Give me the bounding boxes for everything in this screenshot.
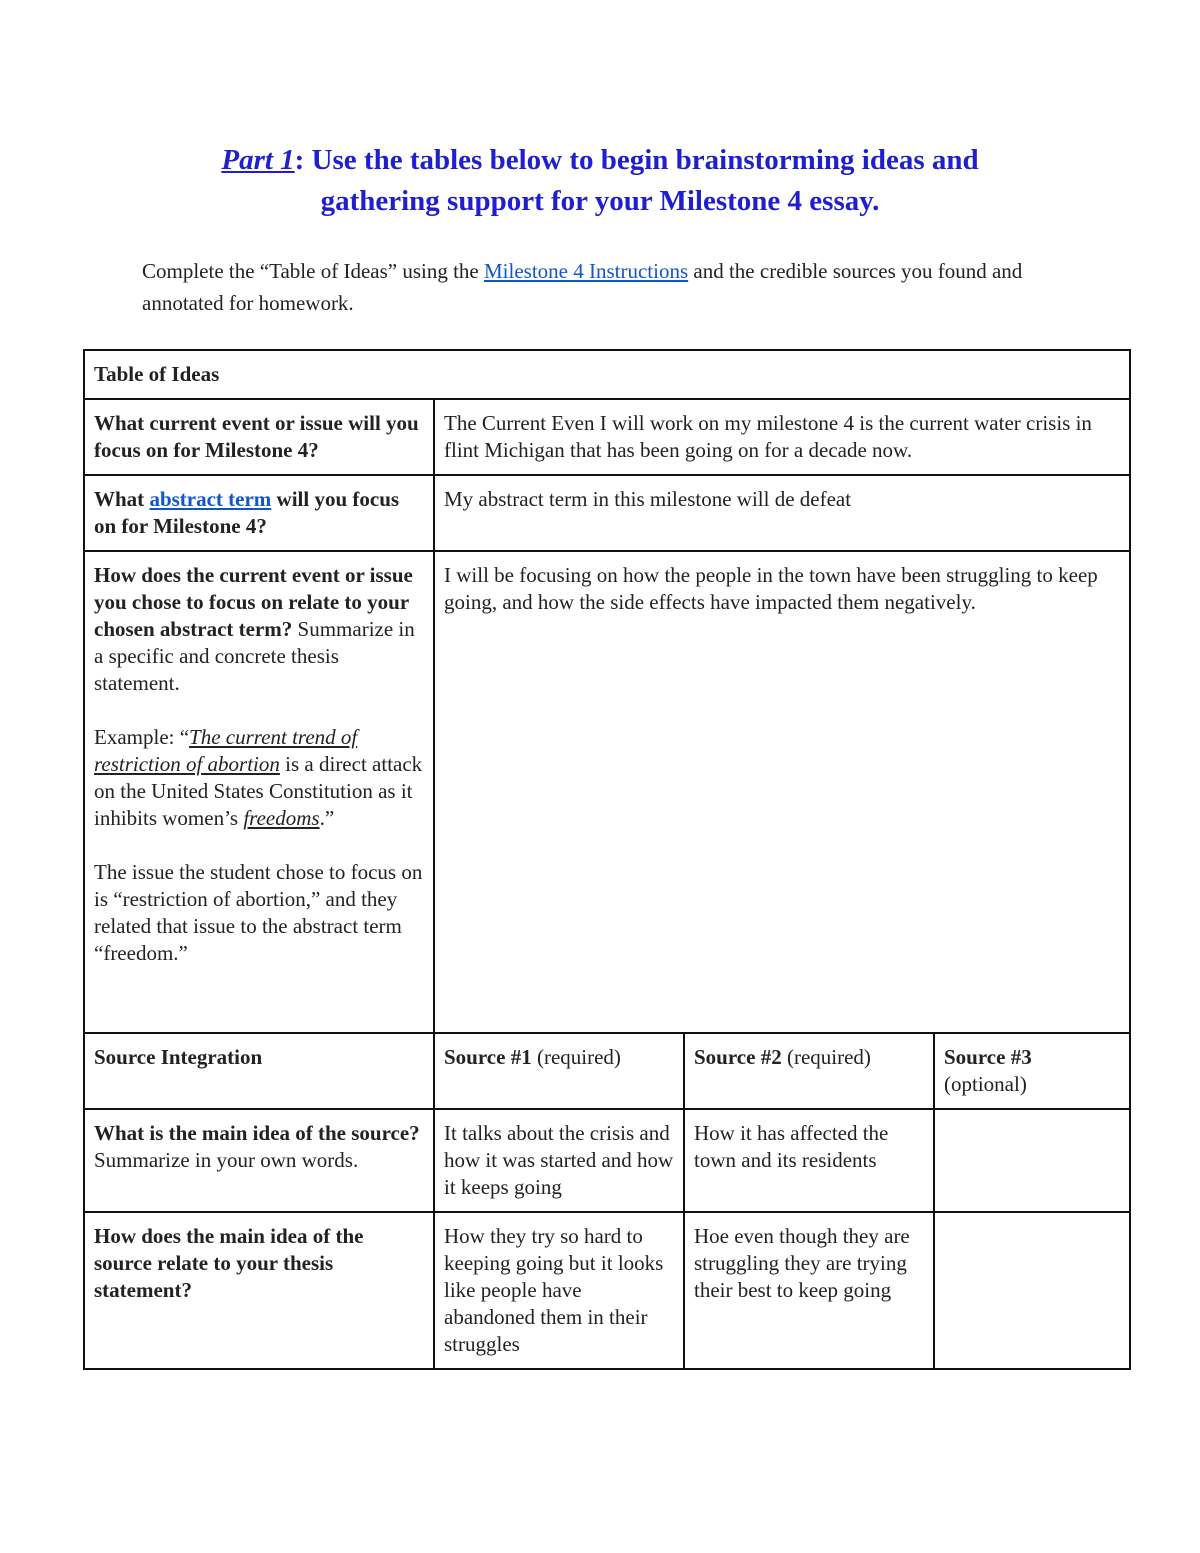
current-event-question: What current event or issue will you focus on for Milestone 4?	[84, 399, 434, 475]
milestone-instructions-link[interactable]: Milestone 4 Instructions	[484, 259, 689, 283]
source-3-note: (optional)	[944, 1072, 1027, 1096]
intro-paragraph	[142, 255, 1082, 319]
thesis-relation-source-1[interactable]: How they try so hard to keeping going but it looks like people have abandoned them in their struggles	[434, 1212, 684, 1369]
main-idea-question-bold: What is the main idea of the source?	[94, 1121, 420, 1145]
thesis-relation-question: How does the main idea of the source relate to your thesis statement?	[84, 1212, 434, 1369]
source-2-header	[684, 1033, 934, 1109]
source-2-label: Source #2	[694, 1045, 782, 1069]
source-3-label: Source #3	[944, 1045, 1032, 1069]
source-1-header	[434, 1033, 684, 1109]
relation-question-bold: How does the current event or issue you chose to focus on relate to your chosen abstract term?	[94, 563, 413, 641]
main-idea-question-plain: Summarize in your own words.	[94, 1148, 359, 1172]
example-middle: is a direct attack on the United States Constitution as it inhibits women’s	[94, 752, 423, 830]
source-3-header	[934, 1033, 1130, 1109]
example-italic-phrase: The current trend of restriction of abortion	[94, 725, 358, 776]
relation-answer[interactable]: I will be focusing on how the people in the town have been struggling to keep going, and how the side effects have impacted them negatively.	[434, 551, 1130, 1033]
example-label: Example: “	[94, 725, 190, 749]
relation-question-plain: Summarize in a specific and concrete thesis statement.	[94, 617, 415, 695]
source-1-label: Source #1	[444, 1045, 532, 1069]
table-row	[84, 399, 1130, 475]
main-idea-source-1[interactable]: It talks about the crisis and how it was started and how it keeps going	[434, 1109, 684, 1212]
heading-line-1	[0, 140, 1200, 181]
table-row	[84, 475, 1130, 551]
abstract-term-answer[interactable]: My abstract term in this milestone will de defeat	[434, 475, 1130, 551]
intro-text-after: and the credible sources you found and annotated for homework.	[142, 259, 1023, 315]
source-integration-label: Source Integration	[84, 1033, 434, 1109]
page-heading	[0, 140, 1200, 222]
abstract-term-link[interactable]: abstract term	[149, 487, 272, 511]
example-end: .”	[319, 806, 335, 830]
abstract-term-question-before: What	[94, 487, 150, 511]
spacer	[94, 832, 424, 859]
current-event-answer[interactable]: The Current Even I will work on my milestone 4 is the current water crisis in flint Michigan that has been going on for a decade now.	[434, 399, 1130, 475]
part-label: Part 1	[221, 144, 295, 176]
relation-question	[84, 551, 434, 1033]
source-1-note: (required)	[531, 1045, 621, 1069]
example-italic-term: freedoms	[243, 806, 320, 830]
thesis-relation-source-2[interactable]: Hoe even though they are struggling they are trying their best to keep going	[684, 1212, 934, 1369]
table-title: Table of Ideas	[84, 350, 1130, 399]
table-row	[84, 1212, 1130, 1369]
table-row	[84, 1109, 1130, 1212]
intro-text-before: Complete the “Table of Ideas” using the	[142, 259, 484, 283]
spacer	[94, 697, 424, 724]
source-header-row	[84, 1033, 1130, 1109]
source-2-note: (required)	[781, 1045, 871, 1069]
abstract-term-question	[84, 475, 434, 551]
abstract-term-question-after: will you focus on for Milestone 4?	[94, 487, 400, 538]
heading-line-1-text: : Use the tables below to begin brainstorming ideas and	[294, 144, 979, 176]
main-idea-source-2[interactable]: How it has affected the town and its residents	[684, 1109, 934, 1212]
table-of-ideas	[83, 349, 1131, 1370]
heading-line-2: gathering support for your Milestone 4 essay.	[320, 185, 880, 217]
thesis-relation-source-3[interactable]	[934, 1212, 1130, 1369]
main-idea-question	[84, 1109, 434, 1212]
table-title-row	[84, 350, 1130, 399]
table-row	[84, 551, 1130, 1033]
relation-explanation: The issue the student chose to focus on is “restriction of abortion,” and they related that issue to the abstract term “freedom.”	[94, 860, 423, 965]
main-idea-source-3[interactable]	[934, 1109, 1130, 1212]
